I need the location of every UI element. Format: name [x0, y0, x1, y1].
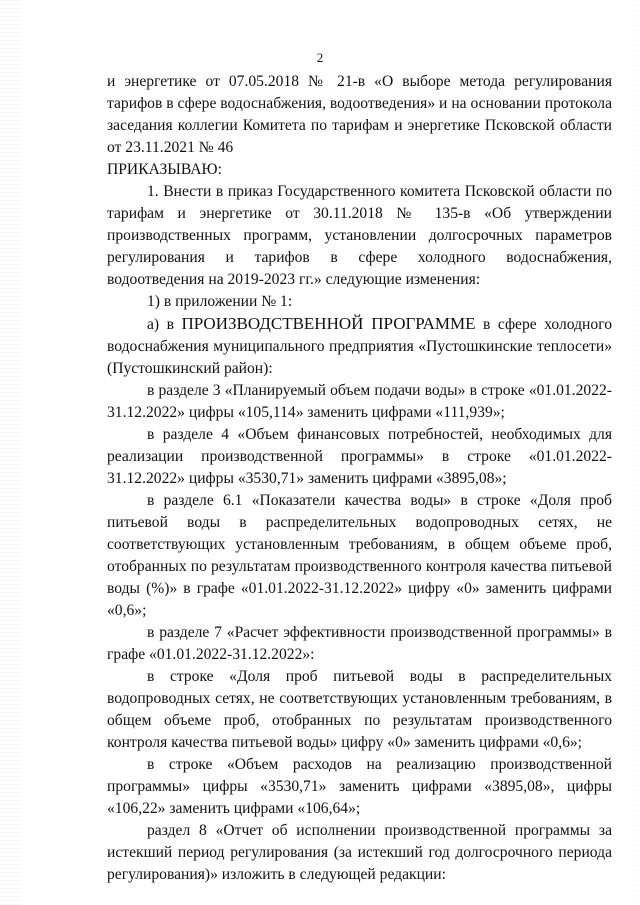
paragraph-section-6-1: в разделе 6.1 «Показатели качества воды» в строке «Доля проб питьевой воды в распределительных водопроводных сетях, не соответствующих установленным требованиям, в общем объеме проб, отобранных по результатам производственного контроля качества питьевой воды (%)» в графе «01.01.2022-31.12.2022» цифру «0» заменить цифрами «0,6»;	[107, 492, 612, 619]
paragraph-section-7-row-1: в строке «Доля проб питьевой воды в распределительных водопроводных сетях, не соответствующих установленным требованиям, в общем объеме проб, отобранных по результатам производственного контроля качества питьевой воды» цифру «0» заменить цифрами «0,6»;	[107, 668, 612, 751]
paragraph-section-7: в разделе 7 «Расчет эффективности производственной программы» в графе «01.01.2022-31.12.2022»:	[107, 624, 612, 663]
document-body	[107, 71, 612, 886]
paragraph-item-a	[107, 313, 612, 380]
item-a-program-title: ПРОИЗВОДСТВЕННОЙ ПРОГРАММЕ	[181, 314, 476, 333]
item-a-prefix: а) в	[147, 316, 182, 333]
paragraph-section-8: раздел 8 «Отчет об исполнении производственной программы за истекший период регулирования (за истекший год долгосрочного периода регулирования)» изложить в следующей редакции:	[107, 822, 612, 883]
paragraph-order-heading: ПРИКАЗЫВАЮ:	[107, 161, 222, 178]
paragraph-section-4: в разделе 4 «Объем финансовых потребностей, необходимых для реализации производственной программы» в строке «01.01.2022-31.12.2022» цифры «3530,71» заменить цифрами «3895,08»;	[107, 426, 612, 487]
paragraph-intro: и энергетике от 07.05.2018 № 21-в «О выборе метода регулирования тарифов в сфере водоснабжения, водоотведения» и на основании протокола заседания коллегии Комитета по тарифам и энергетике Псковской области от 23.11.2021 № 46	[107, 73, 612, 156]
paragraph-item-1: 1. Внести в приказ Государственного комитета Псковской области по тарифам и энергетике от 30.11.2018 № 135-в «Об утверждении производственных программ, установлении долгосрочных параметров регулирования и тарифов в сфере холодного водоснабжения, водоотведения на 2019-2023 гг.» следующие изменения:	[107, 183, 612, 288]
paragraph-section-3: в разделе 3 «Планируемый объем подачи воды» в строке «01.01.2022-31.12.2022» цифры «105,114» заменить цифрами «111,939»;	[107, 382, 612, 421]
scan-left-edge	[0, 0, 22, 905]
item-a-rest: в сфере холодного водоснабжения муниципального предприятия «Пустошкинские теплосети» (Пустошкинский район):	[107, 316, 612, 377]
page-number: 2	[316, 50, 324, 65]
paragraph-subitem-1: 1) в приложении № 1:	[147, 293, 293, 310]
paragraph-section-7-row-2: в строке «Объем расходов на реализацию производственной программы» цифры «3530,71» заменить цифрами «3895,08», цифры «106,22» заменить цифрами «106,64»;	[107, 756, 612, 817]
scan-right-edge	[632, 0, 640, 905]
